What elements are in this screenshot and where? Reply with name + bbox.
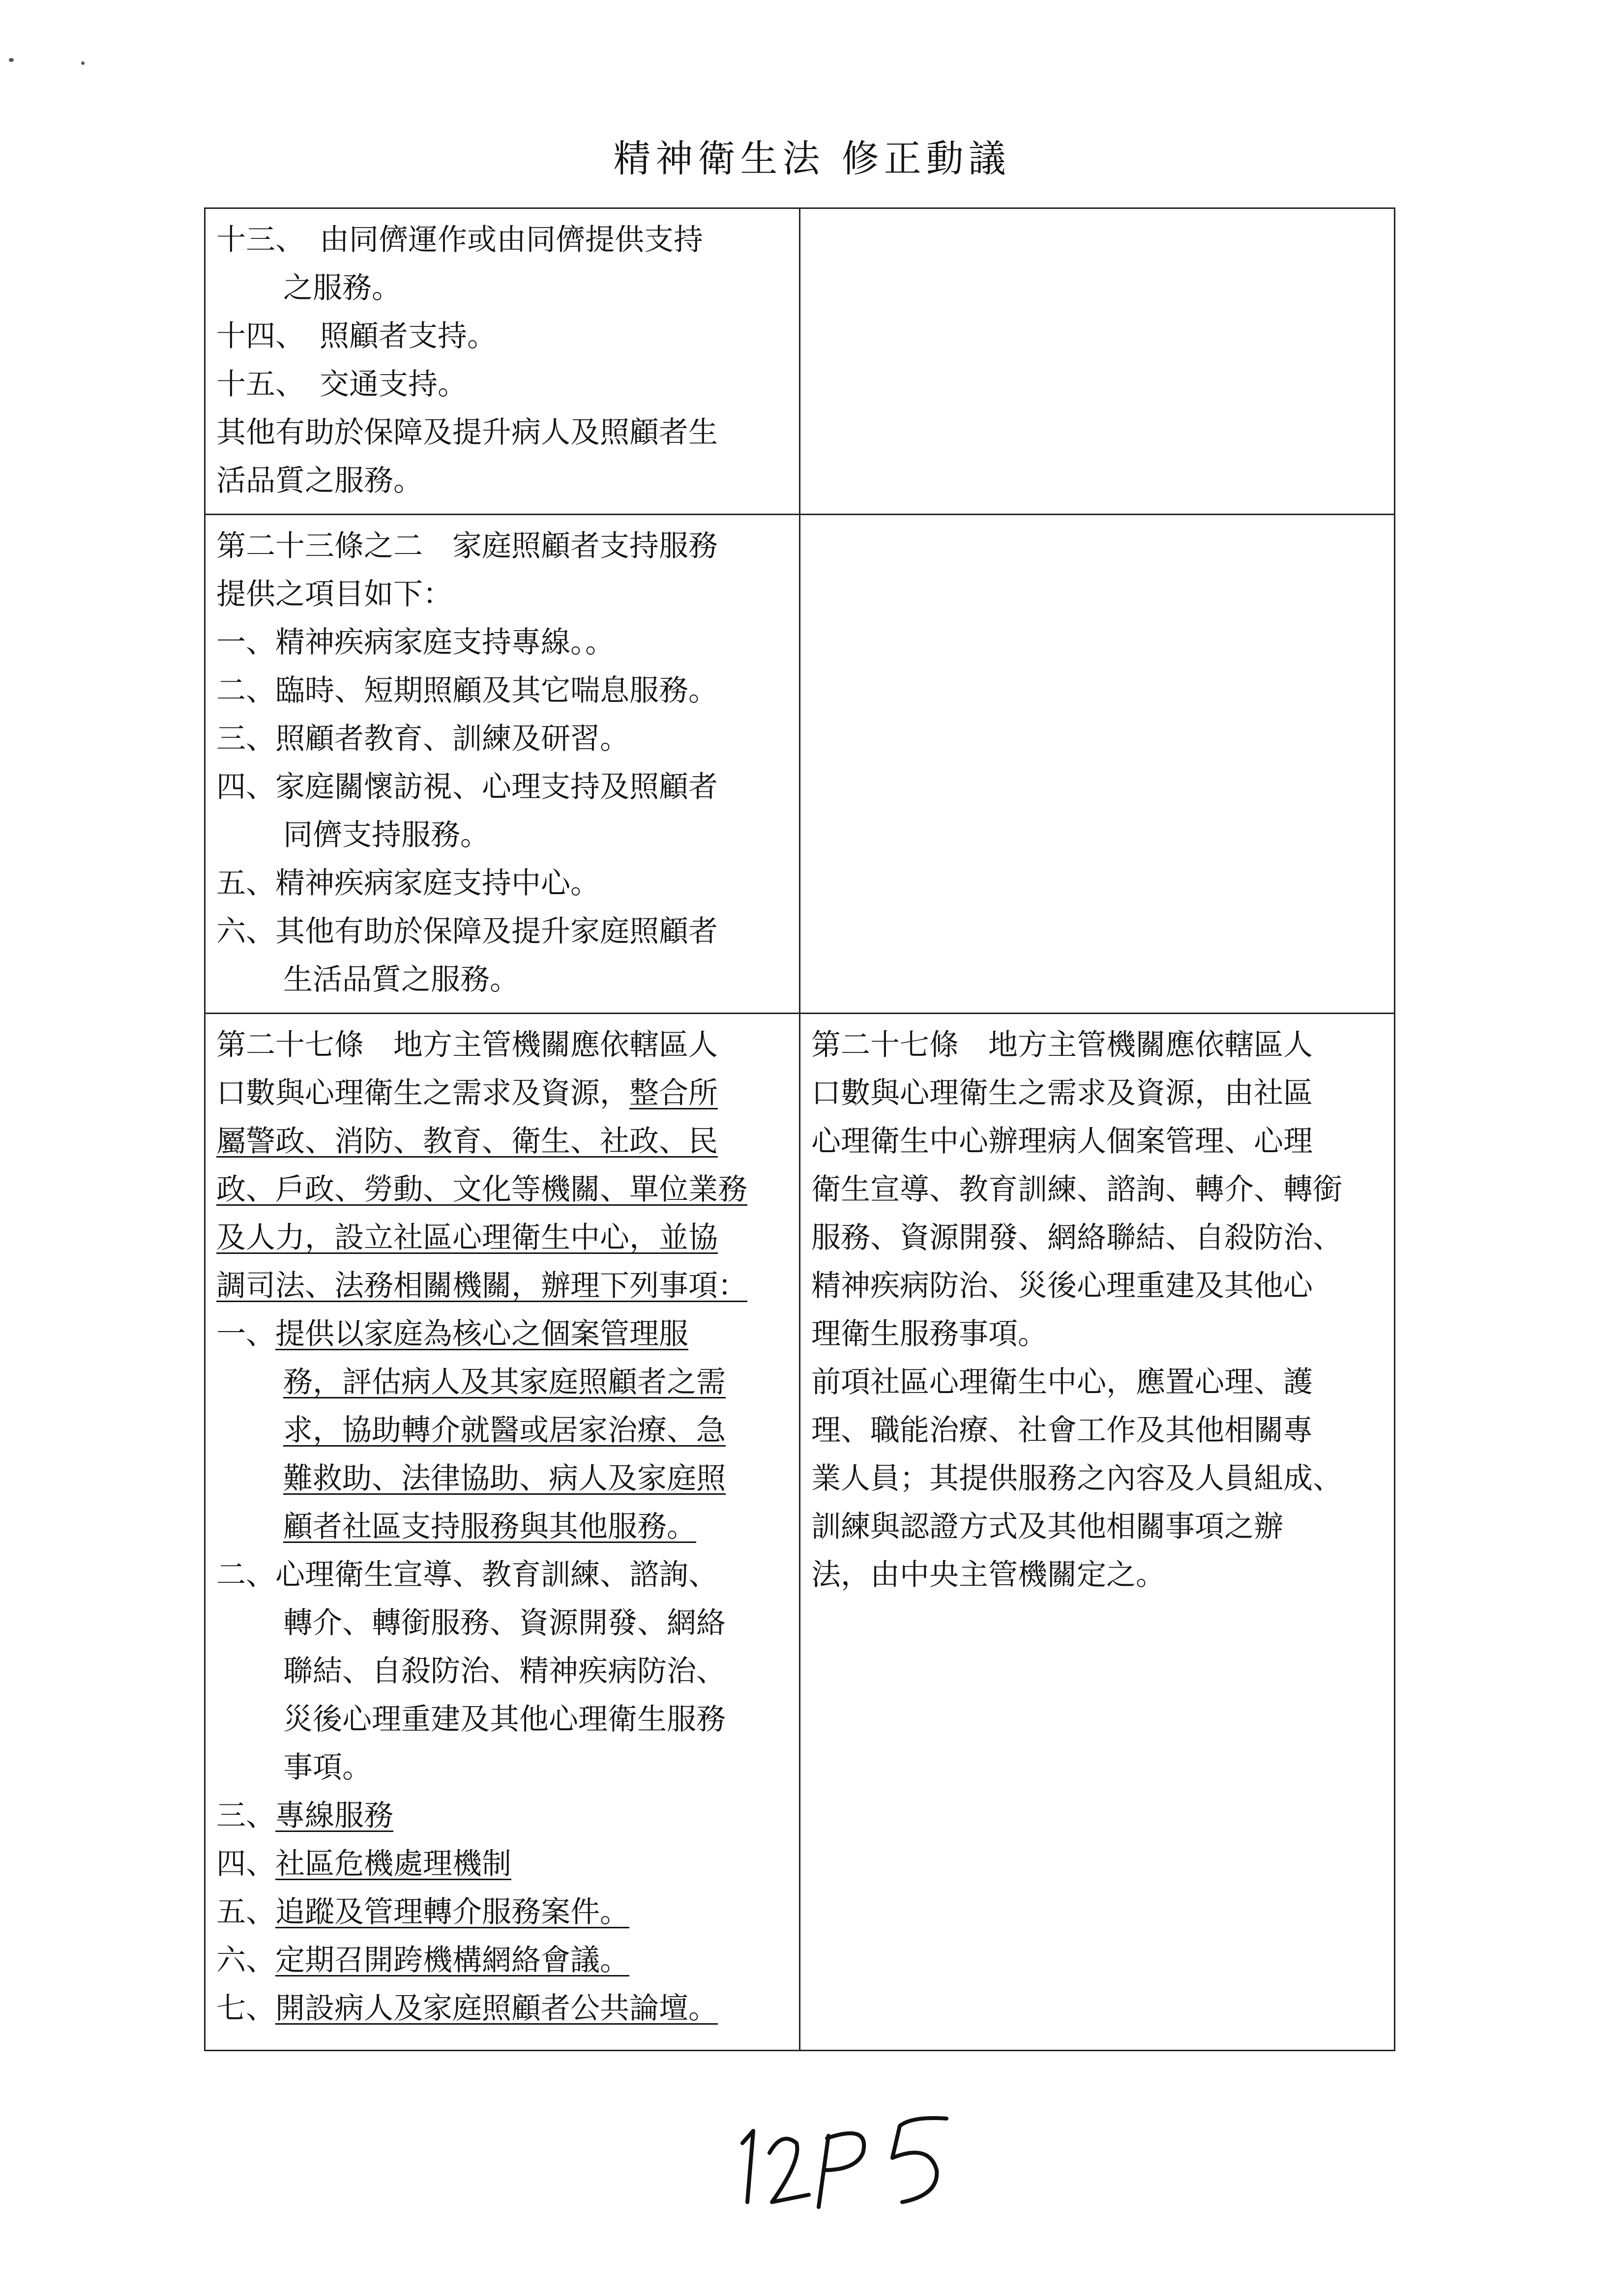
text-line: [216, 1599, 788, 1647]
text-line: 前項社區心理衛生中心，應置心理、護: [811, 1365, 1313, 1399]
text-line: 十三、 由同儕運作或由同儕提供支持: [216, 223, 703, 257]
text-line: [216, 1117, 788, 1165]
text-line: 服務、資源開發、網絡聯結、自殺防治、: [811, 1221, 1342, 1255]
text-line: 之服務。: [283, 271, 401, 305]
text-line: 六、其他有助於保障及提升家庭照顧者: [216, 914, 718, 949]
underlined-text: 難救助、法律協助、病人及家庭照: [283, 1461, 726, 1496]
text-segment: 口數與心理衛生之需求及資源，: [216, 1076, 629, 1110]
text-line: 訓練與認證方式及其他相關事項之辦: [811, 1510, 1283, 1544]
motion-comparison-table: [204, 207, 1395, 2051]
handwriting-mark: [723, 2096, 978, 2224]
underlined-text: 開設病人及家庭照顧者公共論壇。: [275, 1991, 718, 2026]
text-line: [216, 1021, 788, 1069]
text-segment: 災後心理重建及其他心理衛生服務: [283, 1702, 726, 1737]
text-line: 其他有助於保障及提升病人及照顧者生: [216, 415, 718, 450]
text-line: 活品質之服務。: [216, 464, 423, 498]
text-line: [216, 1406, 788, 1454]
text-line: [216, 1888, 788, 1936]
underlined-text: 及人力，設立社區心理衛生中心，並協: [216, 1221, 718, 1255]
text-line: 五、精神疾病家庭支持中心。: [216, 866, 600, 901]
table-row: [205, 208, 1395, 515]
text-line: 生活品質之服務。: [283, 962, 519, 997]
text-line: [216, 1310, 788, 1358]
text-line: 法，由中央主管機關定之。: [811, 1558, 1165, 1592]
proposed-text-cell: [205, 1014, 800, 2051]
text-line: 理、職能治療、社會工作及其他相關專: [811, 1413, 1313, 1448]
text-line: [216, 1262, 788, 1310]
table-row: [205, 1014, 1395, 2051]
document-title: 精神衛生法 修正動議: [613, 137, 1011, 180]
text-line: 三、照顧者教育、訓練及研習。: [216, 722, 629, 756]
text-segment: 五、: [216, 1895, 275, 1929]
text-line: 理衛生服務事項。: [811, 1317, 1047, 1351]
proposed-text-cell: [205, 208, 800, 515]
underlined-text: 求，協助轉介就醫或居家治療、急: [283, 1413, 726, 1448]
underlined-text: 屬警政、消防、教育、衛生、社政、民: [216, 1124, 718, 1159]
current-text-cell: [800, 208, 1395, 515]
underlined-text: 調司法、法務相關機關，辦理下列事項：: [216, 1269, 747, 1303]
text-line: 一、精神疾病家庭支持專線。。: [216, 625, 615, 660]
text-line: 業人員；其提供服務之內容及人員組成、: [811, 1461, 1342, 1496]
text-segment: 事項。: [283, 1750, 372, 1785]
text-line: 精神疾病防治、災後心理重建及其他心: [811, 1269, 1313, 1303]
text-line: [216, 1695, 788, 1744]
current-text-cell: [800, 1014, 1395, 2051]
underlined-text: 顧者社區支持服務與其他服務。: [283, 1510, 696, 1544]
current-text-cell: [800, 515, 1395, 1014]
text-line: 口數與心理衛生之需求及資源，由社區: [811, 1076, 1313, 1110]
handwritten-page-note: [723, 2096, 978, 2224]
proposed-text-cell: [205, 515, 800, 1014]
underlined-text: 整合所: [629, 1076, 718, 1110]
text-segment: 聯結、自殺防治、精神疾病防治、: [283, 1654, 726, 1688]
text-segment: 七、: [216, 1991, 275, 2026]
text-line: 提供之項目如下：: [216, 577, 452, 611]
text-segment: 第二十七條 地方主管機關應依轄區人: [216, 1028, 718, 1062]
underlined-text: 定期召開跨機構網絡會議。: [275, 1943, 629, 1977]
text-segment: 二、心理衛生宣導、教育訓練、諮詢、: [216, 1558, 718, 1592]
underlined-text: 追蹤及管理轉介服務案件。: [275, 1895, 629, 1929]
text-line: 心理衛生中心辦理病人個案管理、心理: [811, 1124, 1313, 1159]
text-line: 第二十三條之二 家庭照顧者支持服務: [216, 529, 718, 563]
text-line: 第二十七條 地方主管機關應依轄區人: [811, 1028, 1313, 1062]
scan-speck: [81, 61, 85, 65]
text-line: [216, 1792, 788, 1840]
text-line: [216, 1551, 788, 1599]
underlined-text: 專線服務: [275, 1799, 393, 1833]
underlined-text: 社區危機處理機制: [275, 1847, 511, 1881]
text-line: [216, 1165, 788, 1214]
table-row: [205, 515, 1395, 1014]
text-line: [216, 1503, 788, 1551]
text-segment: 轉介、轉銜服務、資源開發、網絡: [283, 1606, 726, 1640]
text-line: [216, 1069, 788, 1117]
underlined-text: 提供以家庭為核心之個案管理服: [275, 1317, 688, 1351]
text-line: [216, 1744, 788, 1792]
text-line: [216, 1984, 788, 2033]
text-segment: 一、: [216, 1317, 275, 1351]
text-segment: 四、: [216, 1847, 275, 1881]
text-line: [216, 1647, 788, 1695]
underlined-text: 政、戶政、勞動、文化等機關、單位業務: [216, 1172, 747, 1207]
text-segment: 三、: [216, 1799, 275, 1833]
text-line: 四、家庭關懷訪視、心理支持及照顧者: [216, 770, 718, 804]
text-line: [216, 1214, 788, 1262]
text-line: 衛生宣導、教育訓練、諮詢、轉介、轉銜: [811, 1172, 1342, 1207]
text-segment: 六、: [216, 1943, 275, 1977]
text-line: [216, 1358, 788, 1406]
text-line: 十五、 交通支持。: [216, 367, 467, 402]
text-line: 十四、 照顧者支持。: [216, 319, 497, 353]
underlined-text: 務，評估病人及其家庭照顧者之需: [283, 1365, 726, 1399]
scan-speck: [9, 58, 14, 62]
text-line: [216, 1936, 788, 1984]
text-line: [216, 1840, 788, 1888]
text-line: [216, 1454, 788, 1503]
text-line: 同儕支持服務。: [283, 818, 490, 852]
text-line: 二、臨時、短期照顧及其它喘息服務。: [216, 673, 718, 708]
